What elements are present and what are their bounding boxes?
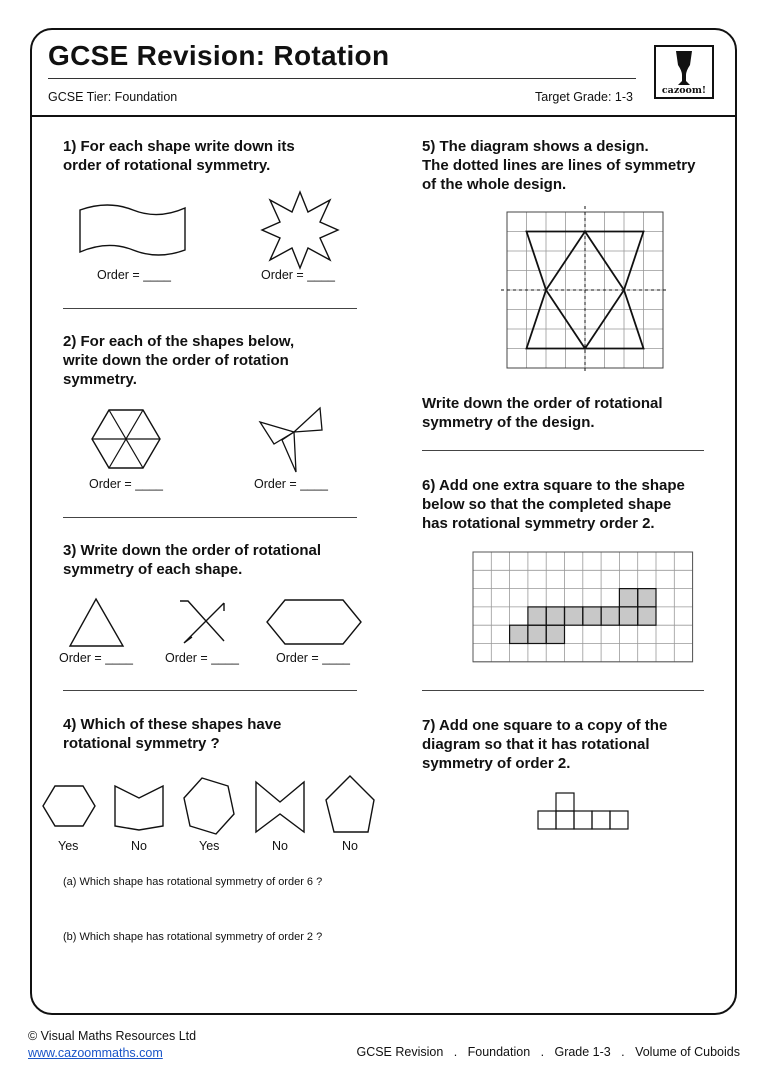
q6-divider bbox=[422, 690, 704, 691]
q4-label-1: Yes bbox=[58, 839, 79, 853]
footer-website-link[interactable]: www.cazoommaths.com bbox=[28, 1046, 163, 1060]
q7-text-line2: diagram so that it has rotational bbox=[422, 736, 650, 753]
title-rule bbox=[48, 78, 636, 79]
q2-pinwheel-shape bbox=[258, 406, 328, 476]
q5-text-line1: 5) The diagram shows a design. bbox=[422, 138, 649, 155]
cazoom-logo bbox=[654, 45, 714, 99]
q2-divider bbox=[63, 517, 357, 518]
q3-divider bbox=[63, 690, 357, 691]
q1-wavy-flag-shape bbox=[78, 200, 188, 260]
q5-text-line5: symmetry of the design. bbox=[422, 414, 595, 431]
q6-shaded-grid bbox=[473, 552, 695, 664]
q4-text-line2: rotational symmetry ? bbox=[63, 735, 220, 752]
q3-answer-1: Order = ____ bbox=[59, 651, 134, 665]
shaded-cell bbox=[583, 607, 601, 625]
logo-text: cazoom! bbox=[661, 85, 707, 96]
shaded-cell bbox=[528, 607, 546, 625]
q4-label-4: No bbox=[272, 839, 288, 853]
q7-text-line1: 7) Add one square to a copy of the bbox=[422, 717, 668, 734]
q4-label-3: Yes bbox=[199, 839, 220, 853]
q2-hexagon-shape bbox=[92, 408, 162, 470]
footer-breadcrumb: GCSE Revision . Foundation . Grade 1-3 . Volume of Cuboids bbox=[356, 1045, 740, 1059]
q4-text-line1: 4) Which of these shapes have bbox=[63, 716, 282, 733]
q5-text-line3: of the whole design. bbox=[422, 176, 567, 193]
q5-design-grid bbox=[507, 212, 667, 372]
q1-answer-2: Order = ____ bbox=[261, 268, 336, 282]
shaded-cell bbox=[528, 625, 546, 643]
q1-star-shape bbox=[260, 190, 340, 270]
q1-text-line1: 1) For each shape write down its bbox=[63, 138, 295, 155]
shaded-cell bbox=[565, 607, 583, 625]
q3-text-line1: 3) Write down the order of rotational bbox=[63, 542, 322, 559]
shaded-cell bbox=[619, 607, 637, 625]
q2-text-line1: 2) For each of the shapes below, bbox=[63, 333, 295, 350]
tier-label: GCSE Tier: Foundation bbox=[48, 90, 178, 104]
shaded-cell bbox=[619, 589, 637, 607]
q2-answer-1: Order = ____ bbox=[89, 477, 164, 491]
header-separator bbox=[30, 115, 737, 117]
q2-answer-2: Order = ____ bbox=[254, 477, 329, 491]
q4-part-b: (b) Which shape has rotational symmetry of order 2 ? bbox=[63, 931, 323, 943]
q4-bowtie-shape bbox=[254, 780, 308, 836]
q4-label-5: No bbox=[342, 839, 358, 853]
q2-text-line3: symmetry. bbox=[63, 371, 137, 388]
q4-hexagon-shape bbox=[42, 784, 98, 830]
q3-triangle-shape bbox=[68, 597, 128, 649]
q1-divider bbox=[63, 308, 357, 309]
target-grade-label: Target Grade: 1-3 bbox=[535, 90, 633, 104]
shaded-cell bbox=[546, 625, 564, 643]
q4-part-a: (a) Which shape has rotational symmetry of order 6 ? bbox=[63, 876, 323, 888]
q4-label-2: No bbox=[131, 839, 147, 853]
q7-text-line3: symmetry of order 2. bbox=[422, 755, 571, 772]
q5-text-line2: The dotted lines are lines of symmetry bbox=[422, 157, 696, 174]
q5-divider bbox=[422, 450, 704, 451]
q4-notched-square-shape bbox=[113, 782, 167, 832]
page-title: GCSE Revision: Rotation bbox=[48, 40, 390, 71]
q6-text-line2: below so that the completed shape bbox=[422, 496, 672, 513]
q5-text-line4: Write down the order of rotational bbox=[422, 395, 663, 412]
q3-elongated-hexagon-shape bbox=[265, 597, 365, 649]
q3-text-line2: symmetry of each shape. bbox=[63, 561, 243, 578]
goblet-icon bbox=[656, 49, 712, 89]
q2-text-line2: write down the order of rotation bbox=[63, 352, 289, 369]
shaded-cell bbox=[638, 589, 656, 607]
q4-large-hexagon-shape bbox=[182, 776, 238, 838]
q3-answer-3: Order = ____ bbox=[276, 651, 351, 665]
q3-answer-2: Order = ____ bbox=[165, 651, 240, 665]
q4-pentagon-shape bbox=[324, 774, 378, 838]
q7-squares-diagram bbox=[537, 792, 633, 832]
shaded-cell bbox=[638, 607, 656, 625]
q3-crossed-lines-shape bbox=[176, 597, 236, 649]
shaded-cell bbox=[510, 625, 528, 643]
q1-text-line2: order of rotational symmetry. bbox=[63, 157, 271, 174]
shaded-cell bbox=[601, 607, 619, 625]
shaded-cell bbox=[546, 607, 564, 625]
q6-text-line1: 6) Add one extra square to the shape bbox=[422, 477, 685, 494]
q1-answer-1: Order = ____ bbox=[97, 268, 172, 282]
q6-text-line3: has rotational symmetry order 2. bbox=[422, 515, 655, 532]
footer-copyright: © Visual Maths Resources Ltd bbox=[28, 1029, 197, 1043]
